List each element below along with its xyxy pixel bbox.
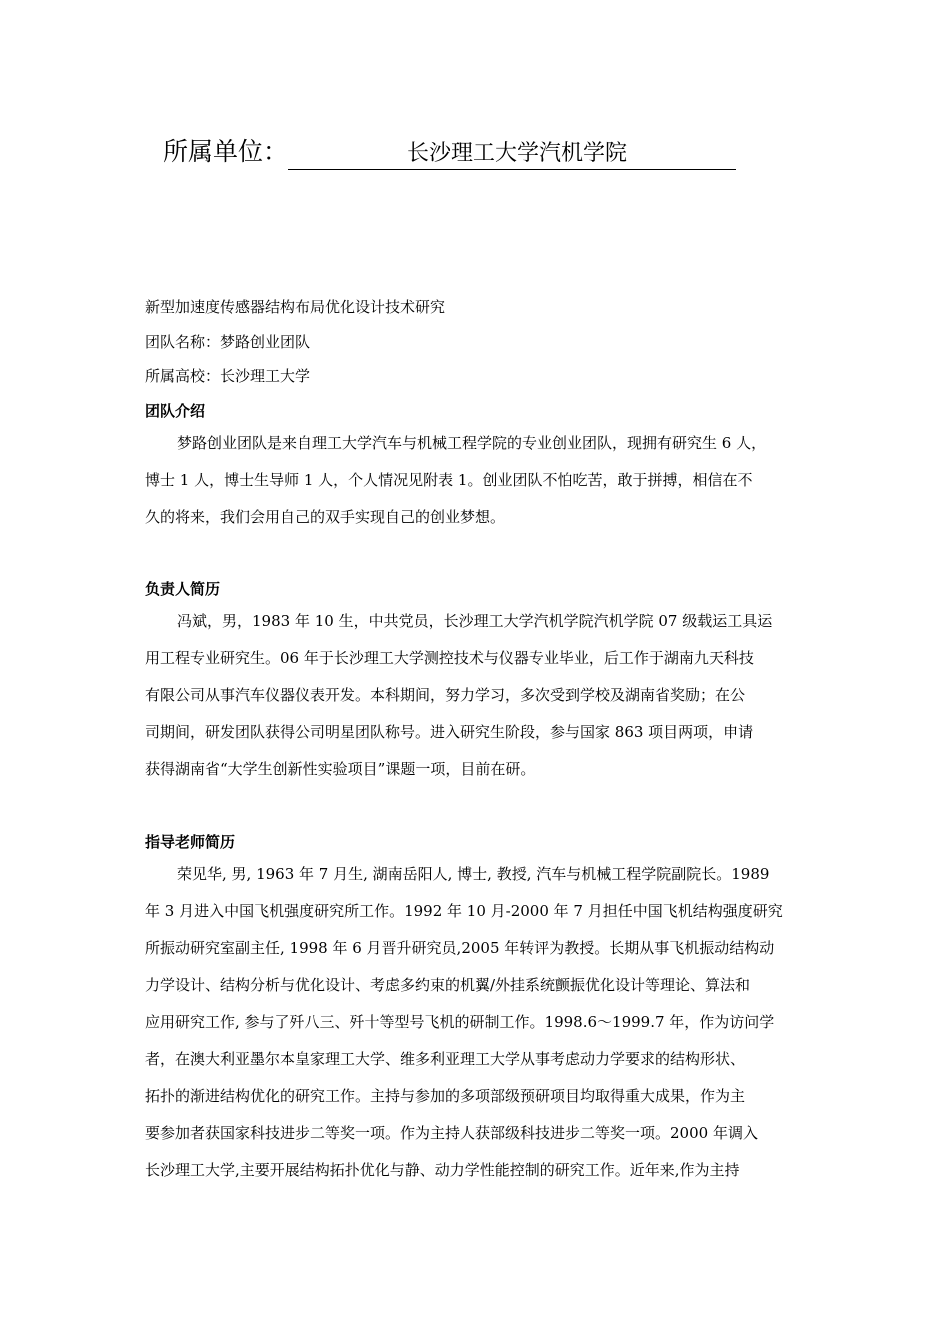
- paragraph-line: 博士 1 人，博士生导师 1 人，个人情况见附表 1。创业团队不怕吃苦，敢于拼搏，相信在不: [145, 471, 753, 489]
- paragraph-line: 司期间，研发团队获得公司明星团队称号。进入研究生阶段，参与国家 863 项目两项，申请: [145, 723, 754, 741]
- university: 所属高校：长沙理工大学: [145, 367, 311, 385]
- paragraph-line: 梦路创业团队是来自理工大学汽车与机械工程学院的专业创业团队，现拥有研究生 6 人，: [177, 434, 767, 452]
- leader-resume-paragraph: [145, 603, 825, 788]
- team-intro-heading: 团队介绍: [145, 402, 206, 420]
- affiliation-line: [163, 134, 736, 170]
- paragraph-line: 获得湖南省“大学生创新性实验项目”课题一项，目前在研。: [145, 760, 536, 778]
- paragraph-line: 者，在澳大利亚墨尔本皇家理工大学、维多利亚理工大学从事考虑动力学要求的结构形状、: [145, 1050, 746, 1068]
- team-name: 团队名称：梦路创业团队: [145, 333, 311, 351]
- paragraph-line: 年 3 月进入中国飞机强度研究所工作。1992 年 10 月-2000 年 7 月担任中国飞机结构强度研究: [145, 902, 783, 920]
- affiliation-value: 长沙理工大学汽机学院: [288, 139, 736, 170]
- paragraph-line: 拓扑的渐进结构优化的研究工作。主持与参加的多项部级预研项目均取得重大成果，作为主: [145, 1087, 746, 1105]
- paragraph-line: 应用研究工作, 参与了歼八三、歼十等型号飞机的研制工作。1998.6～1999.7 年，作为访问学: [145, 1013, 775, 1031]
- paragraph-line: 长沙理工大学,主要开展结构拓扑优化与静、动力学性能控制的研究工作。近年来,作为主持: [145, 1161, 740, 1179]
- paragraph-line: 所振动研究室副主任, 1998 年 6 月晋升研究员,2005 年转评为教授。长期从事飞机振动结构动: [145, 939, 775, 957]
- paragraph-line: 有限公司从事汽车仪器仪表开发。本科期间，努力学习，多次受到学校及湖南省奖励；在公: [145, 686, 746, 704]
- paragraph-line: 冯斌，男，1983 年 10 生，中共党员，长沙理工大学汽机学院汽机学院 07 级载运工具运: [177, 612, 773, 630]
- paragraph-line: 要参加者获国家科技进步二等奖一项。作为主持人获部级科技进步二等奖一项。2000 年调入: [145, 1124, 758, 1142]
- advisor-resume-paragraph: [145, 856, 825, 1189]
- affiliation-label: 所属单位：: [163, 137, 289, 166]
- paragraph-line: 用工程专业研究生。06 年于长沙理工大学测控技术与仪器专业毕业，后工作于湖南九天科技: [145, 649, 754, 667]
- advisor-resume-heading: 指导老师简历: [145, 833, 236, 851]
- leader-resume-heading: 负责人简历: [145, 580, 221, 598]
- team-intro-paragraph: [145, 425, 825, 536]
- paragraph-line: 久的将来，我们会用自己的双手实现自己的创业梦想。: [145, 508, 506, 526]
- paragraph-line: 力学设计、结构分析与优化设计、考虑多约束的机翼/外挂系统颤振优化设计等理论、算法和: [145, 976, 751, 994]
- project-title: 新型加速度传感器结构布局优化设计技术研究: [145, 298, 446, 316]
- paragraph-line: 荣见华, 男, 1963 年 7 月生, 湖南岳阳人, 博士, 教授, 汽车与机械工程学院副院长。1989: [177, 865, 770, 883]
